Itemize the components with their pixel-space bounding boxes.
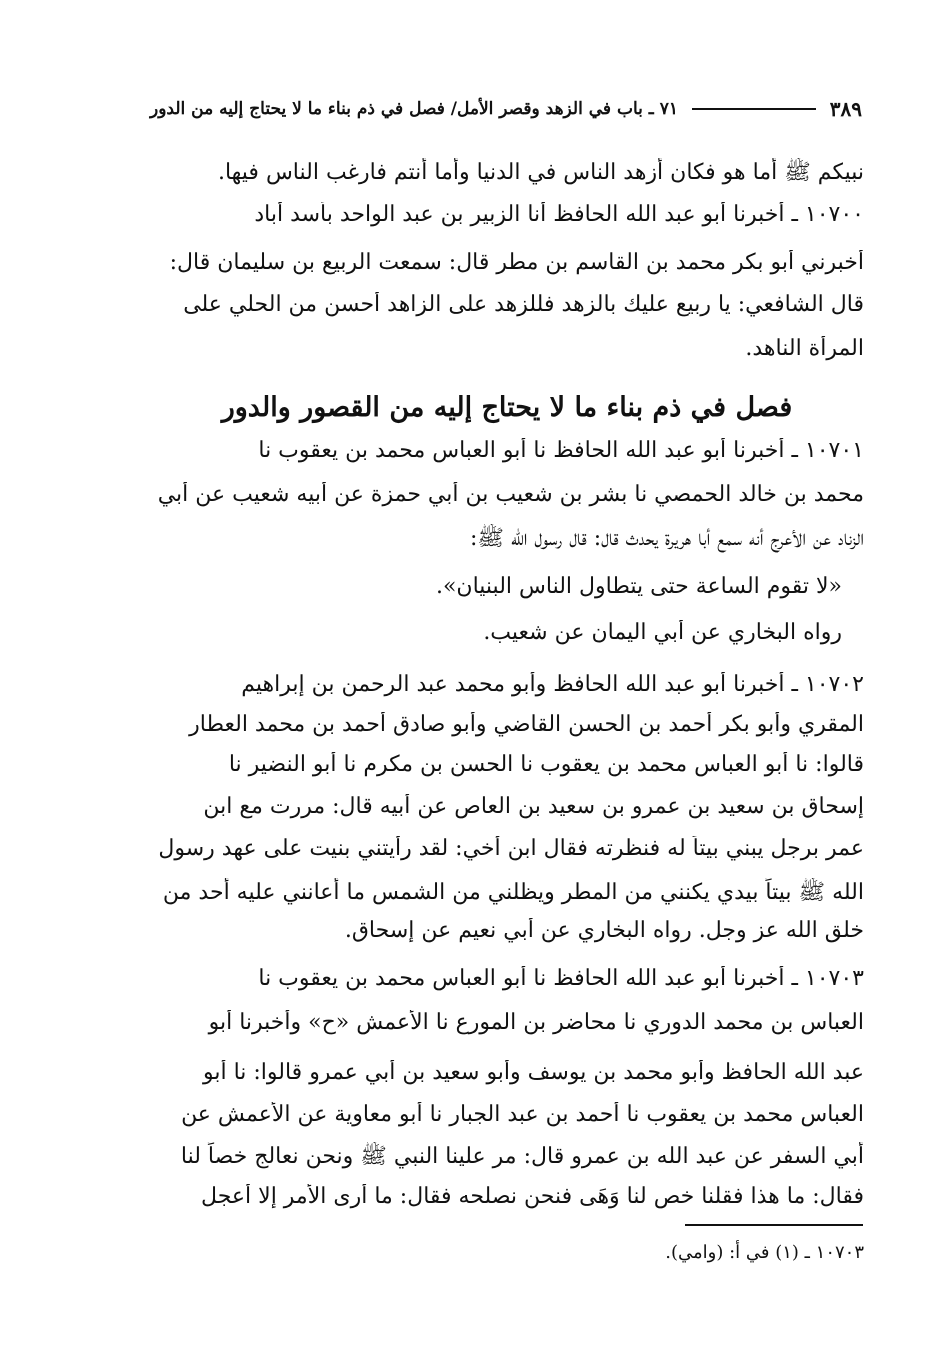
text-line: قالوا: نا أبو العباس محمد بن يعقوب نا الحسن بن مكرم نا أبو النضير نا	[228, 752, 864, 777]
text-line: أبي السفر عن عبد الله بن عمرو قال: مر علينا النبي ﷺ ونحن نعالج خصاً لنا	[180, 1144, 864, 1169]
text-line: قال الشافعي: يا ربيع عليك بالزهد فللزهد على الزاهد أحسن من الحلي على	[183, 292, 864, 317]
text-line: خلق الله عز وجل. رواه البخاري عن أبي نعيم عن إسحاق.	[344, 918, 864, 943]
text-line: الله ﷺ بيتاً بيدي يكنني من المطر ويظلني من الشمس ما أعانني عليه أحد من	[162, 880, 864, 905]
text-line: ١٠٧٠١ ـ أخبرنا أبو عبد الله الحافظ نا أبو العباس محمد بن يعقوب نا	[258, 438, 864, 463]
running-header	[150, 92, 862, 126]
text-line: عمر برجل يبني بيتاً له فنظرته فقال ابن أخي: لقد رأيتني بنيت على عهد رسول	[158, 836, 864, 861]
hadith-quote: «لا تقوم الساعة حتى يتطاول الناس البنيان».	[435, 574, 842, 599]
text-line: المقري وأبو بكر أحمد بن الحسن القاضي وأبو صادق أحمد بن محمد العطار	[189, 712, 864, 737]
text-line: العباس محمد بن يعقوب نا أحمد بن عبد الجبار نا أبو معاوية عن الأعمش عن	[181, 1102, 864, 1127]
text-line: عبد الله الحافظ وأبو محمد بن يوسف وأبو سعيد بن أبي عمرو قالوا: نا أبو	[202, 1060, 864, 1085]
text-line: رواه البخاري عن أبي اليمان عن شعيب.	[483, 620, 842, 645]
text-line: ١٠٧٠٣ ـ أخبرنا أبو عبد الله الحافظ نا أبو العباس محمد بن يعقوب نا	[258, 966, 864, 991]
text-line: العباس بن محمد الدوري نا محاضر بن المورع نا الأعمش «ح» وأخبرنا أبو	[208, 1010, 864, 1035]
text-line: نبيكم ﷺ أما هو فكان أزهد الناس في الدنيا وأما أنتم فارغب الناس فيها.	[217, 160, 864, 185]
text-line: ١٠٧٠٠ ـ أخبرنا أبو عبد الله الحافظ أنا الزبير بن عبد الواحد بأسد أباد	[254, 202, 864, 227]
text-line: الزناد عن الأعرج أنه سمع أبا هريرة يحدث قال: قال رسول الله ﷺ:	[469, 526, 864, 551]
text-line: محمد بن خالد الحمصي نا بشر بن شعيب بن أبي حمزة عن أبيه شعيب عن أبي	[157, 482, 864, 507]
text-line: المرأة الناهد.	[745, 336, 864, 361]
page-number: ٣٨٩	[829, 97, 862, 121]
text-line: أخبرني أبو بكر محمد بن القاسم بن مطر قال: سمعت الربيع بن سليمان قال:	[169, 250, 864, 275]
footnote: ١٠٧٠٣ ـ (١) في أ: (وامي).	[665, 1242, 864, 1263]
text-line: إسحاق بن سعيد بن عمرو بن سعيد بن العاص عن أبيه قال: مررت مع ابن	[203, 794, 864, 819]
footnote-rule	[685, 1224, 863, 1226]
text-line: فقال: ما هذا فقلنا خص لنا وَهَى فنحن نصلحه فقال: ما أرى الأمر إلا أعجل	[201, 1184, 864, 1209]
section-heading: فصل في ذم بناء ما لا يحتاج إليه من القصور والدور	[221, 392, 793, 423]
text-line: ١٠٧٠٢ ـ أخبرنا أبو عبد الله الحافظ وأبو محمد عبد الرحمن بن إبراهيم	[241, 672, 864, 697]
header-rule	[692, 108, 816, 110]
header-title: ٧١ ـ باب في الزهد وقصر الأمل/ فصل في ذم بناء ما لا يحتاج إليه من الدور	[150, 99, 678, 119]
